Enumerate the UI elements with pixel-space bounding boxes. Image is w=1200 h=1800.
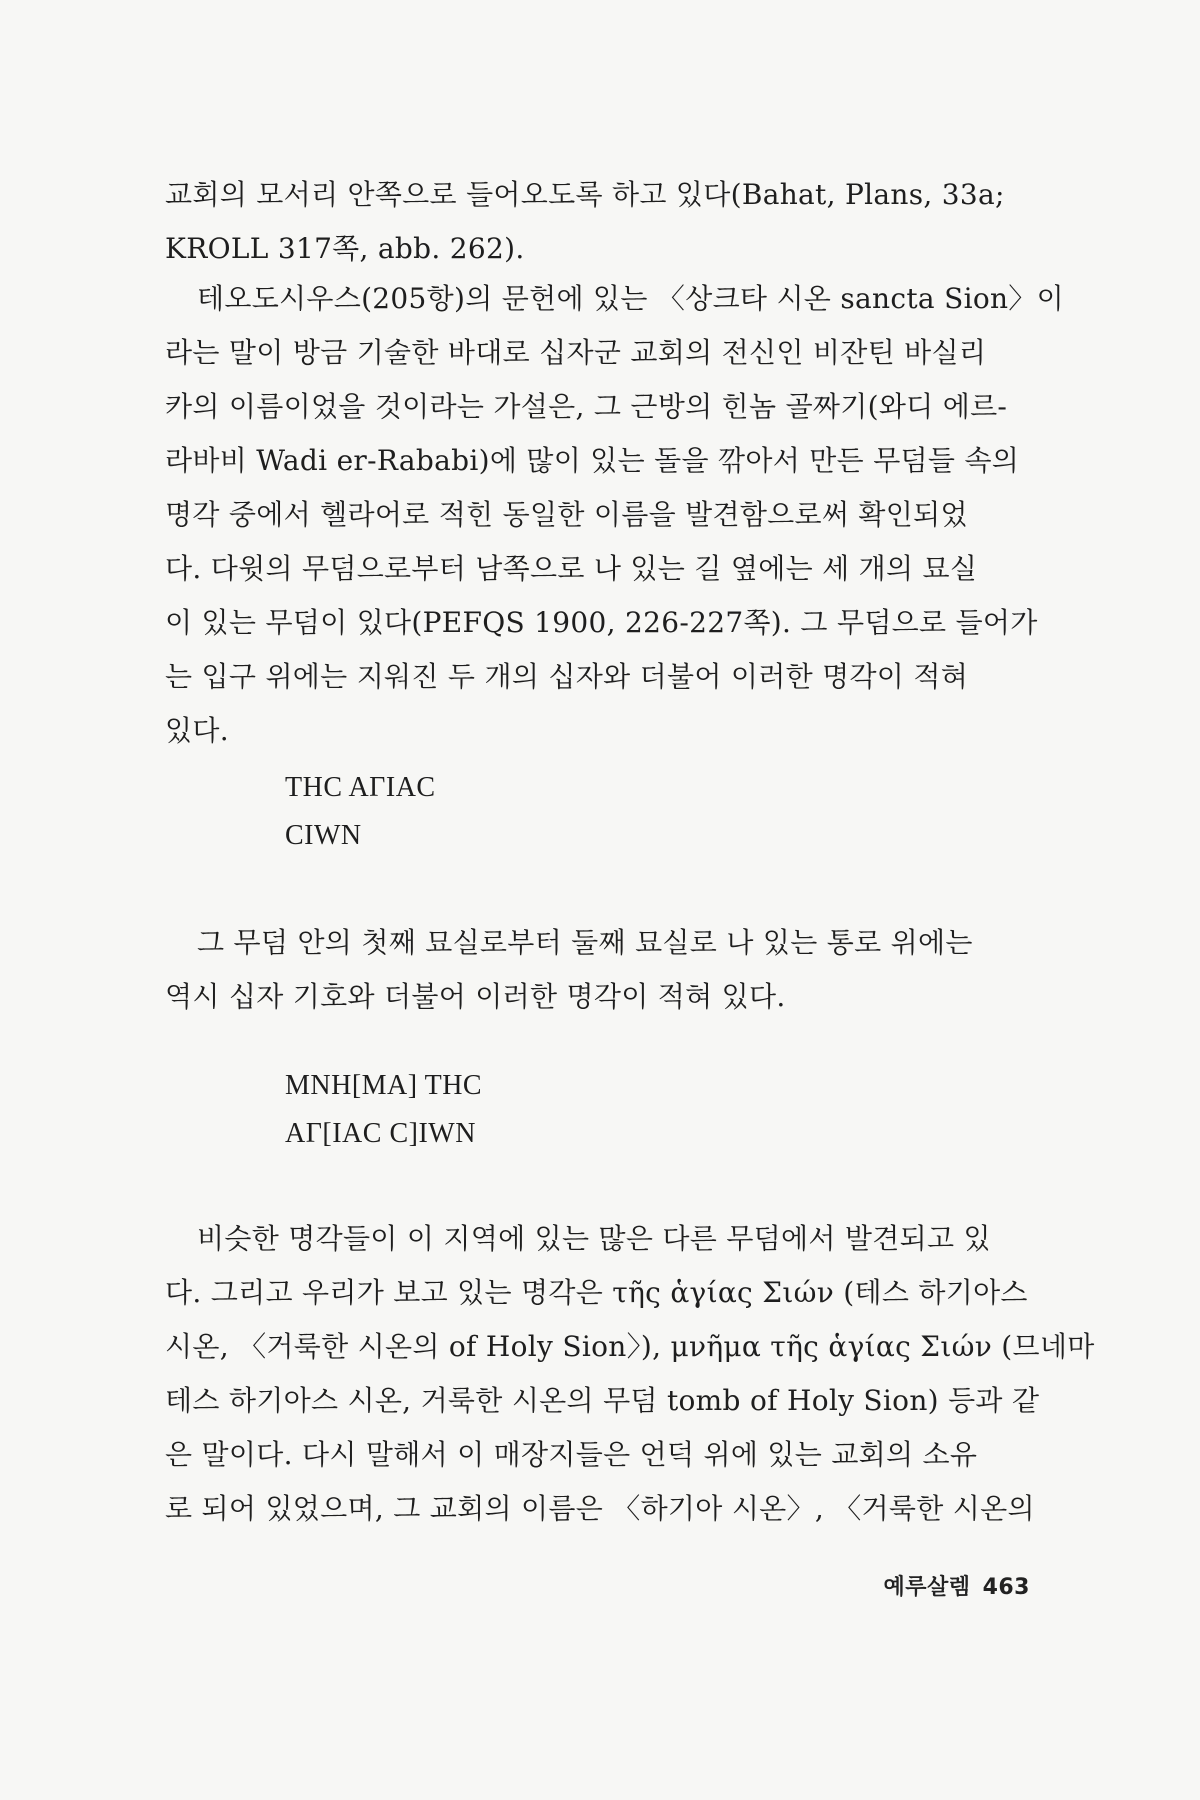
text-line: 비슷한 명각들이 이 지역에 있는 많은 다른 무덤에서 발견되고 있: [197, 1222, 991, 1255]
page-footer: [830, 1570, 1030, 1601]
paragraph-theodosius: [165, 272, 1064, 758]
text-line: 는 입구 위에는 지워진 두 개의 십자와 더불어 이러한 명각이 적혀: [165, 660, 969, 693]
running-title: 예루살렘: [883, 1575, 971, 1600]
inscription-passage: [285, 1062, 482, 1158]
text-line: 다. 그리고 우리가 보고 있는 명각은 τῆς ἁγίας Σιών (테스 하기아스: [165, 1276, 1028, 1309]
page-number: 463: [982, 1575, 1030, 1600]
inscription-line: MNH[MA] THC: [285, 1070, 483, 1101]
paragraph-passage: [165, 916, 1025, 1024]
text-line: 테오도시우스(205항)의 문헌에 있는 〈상크타 시온 sancta Sion〉이: [197, 282, 1064, 315]
text-line: 이 있는 무덤이 있다(PEFQS 1900, 226-227쪽). 그 무덤으로 들어가: [165, 606, 1038, 639]
text-line: 테스 하기아스 시온, 거룩한 시온의 무덤 tomb of Holy Sion) 등과 같: [165, 1384, 1040, 1417]
inscription-line: AΓ[IAC C]IWN: [285, 1118, 476, 1149]
text-line: 라는 말이 방금 기술한 바대로 십자군 교회의 전신인 비잔틴 바실리: [165, 336, 987, 369]
text-line: 있다.: [165, 714, 229, 747]
text-line: 그 무덤 안의 첫째 묘실로부터 둘째 묘실로 나 있는 통로 위에는: [197, 926, 973, 959]
text-line: 로 되어 있었으며, 그 교회의 이름은 〈하기아 시온〉, 〈거룩한 시온의: [165, 1492, 1035, 1525]
inscription-line: CIWN: [285, 820, 362, 851]
text-line: 은 말이다. 다시 말해서 이 매장지들은 언덕 위에 있는 교회의 소유: [165, 1438, 978, 1471]
text-line: KROLL 317쪽, abb. 262).: [165, 232, 525, 265]
text-line: 역시 십자 기호와 더불어 이러한 명각이 적혀 있다.: [165, 980, 786, 1013]
paragraph-continuation: [165, 168, 1025, 276]
text-line: 명각 중에서 헬라어로 적힌 동일한 이름을 발견함으로써 확인되었: [165, 498, 968, 531]
text-line: 다. 다윗의 무덤으로부터 남쪽으로 나 있는 길 옆에는 세 개의 묘실: [165, 552, 978, 585]
text-line: 카의 이름이었을 것이라는 가설은, 그 근방의 힌놈 골짜기(와디 에르-: [165, 390, 1008, 423]
paragraph-similar-inscriptions: [165, 1212, 1095, 1536]
inscription-line: THC AΓIAC: [285, 772, 436, 803]
inscription-entrance: [285, 764, 436, 860]
text-line: 시온, 〈거룩한 시온의 of Holy Sion〉), μνῆμα τῆς ἁγίας Σιών (므네마: [165, 1330, 1095, 1363]
text-line: 라바비 Wadi er-Rababi)에 많이 있는 돌을 깎아서 만든 무덤들 속의: [165, 444, 1020, 477]
text-line: 교회의 모서리 안쪽으로 들어오도록 하고 있다(Bahat, Plans, 33a;: [165, 178, 1005, 211]
